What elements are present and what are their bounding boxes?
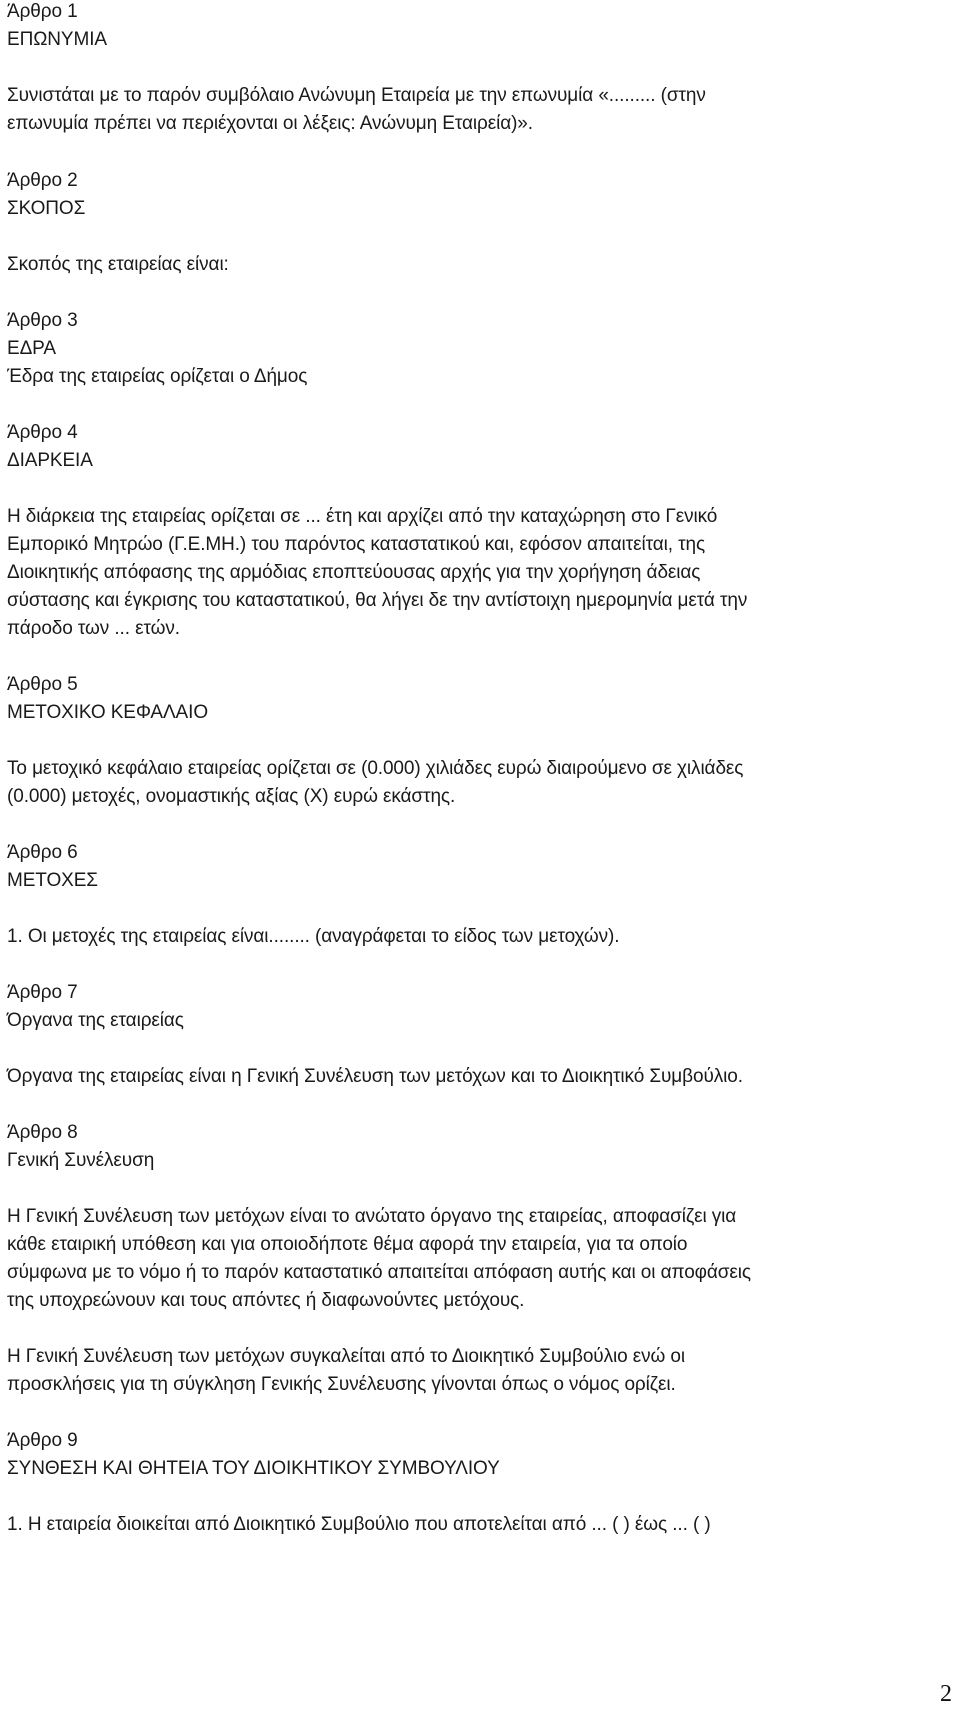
- article-5-title: ΜΕΤΟΧΙΚΟ ΚΕΦΑΛΑΙΟ: [7, 702, 208, 723]
- article-4-text-line: σύστασης και έγκρισης του καταστατικού, θα λήγει δε την αντίστοιχη ημερομηνία μετά την: [7, 590, 748, 611]
- article-3-text-line: Έδρα της εταιρείας ορίζεται ο Δήμος: [7, 366, 308, 387]
- article-8-text-line: προσκλήσεις για τη σύγκληση Γενικής Συνέλευσης γίνονται όπως ο νόμος ορίζει.: [7, 1374, 676, 1395]
- article-8-title: Γενική Συνέλευση: [7, 1150, 155, 1171]
- article-8-text-line: Η Γενική Συνέλευση των μετόχων συγκαλείται από το Διοικητικό Συμβούλιο ενώ οι: [7, 1346, 686, 1367]
- article-8-text-line: κάθε εταιρική υπόθεση και για οποιοδήποτε θέμα αφορά την εταιρεία, για τα οποίο: [7, 1234, 688, 1255]
- article-7-text-line: Όργανα της εταιρείας είναι η Γενική Συνέλευση των μετόχων και το Διοικητικό Συμβούλιο.: [7, 1066, 743, 1087]
- article-6-text-line: 1. Οι μετοχές της εταιρείας είναι........ (αναγράφεται το είδος των μετοχών).: [7, 926, 620, 947]
- article-9-heading: Άρθρο 9: [7, 1430, 78, 1451]
- article-8-text-line: Η Γενική Συνέλευση των μετόχων είναι το ανώτατο όργανο της εταιρείας, αποφασίζει για: [7, 1206, 737, 1227]
- article-1-title: ΕΠΩΝΥΜΙΑ: [7, 29, 107, 50]
- article-1-text-line: επωνυμία πρέπει να περιέχονται οι λέξεις: Ανώνυμη Εταιρεία)».: [7, 113, 533, 134]
- article-5-text-line: (0.000) μετοχές, ονομαστικής αξίας (Χ) ευρώ εκάστης.: [7, 786, 456, 807]
- article-7-heading: Άρθρο 7: [7, 982, 78, 1003]
- article-1-heading: Άρθρο 1: [7, 1, 78, 22]
- article-5-text-line: Το μετοχικό κεφάλαιο εταιρείας ορίζεται σε (0.000) χιλιάδες ευρώ διαιρούμενο σε χιλιάδες: [7, 758, 744, 779]
- article-4-heading: Άρθρο 4: [7, 422, 78, 443]
- article-4-title: ΔΙΑΡΚΕΙΑ: [7, 450, 93, 471]
- article-2-text-line: Σκοπός της εταιρείας είναι:: [7, 254, 229, 275]
- article-2-heading: Άρθρο 2: [7, 170, 78, 191]
- article-4-text-line: πάροδο των ... ετών.: [7, 618, 180, 639]
- article-9-title: ΣΥΝΘΕΣΗ ΚΑΙ ΘΗΤΕΙΑ ΤΟΥ ΔΙΟΙΚΗΤΙΚΟΥ ΣΥΜΒΟΥΛΙΟΥ: [7, 1458, 500, 1479]
- article-8-text-line: σύμφωνα με το νόμο ή το παρόν καταστατικό απαιτείται απόφαση αυτής και οι αποφάσεις: [7, 1262, 751, 1283]
- article-1-text-line: Συνιστάται με το παρόν συμβόλαιο Ανώνυμη Εταιρεία με την επωνυμία «......... (στην: [7, 85, 706, 106]
- article-9-text-line: 1. Η εταιρεία διοικείται από Διοικητικό Συμβούλιο που αποτελείται από ... ( ) έως ... ( ): [7, 1514, 711, 1535]
- article-8-heading: Άρθρο 8: [7, 1122, 78, 1143]
- article-4-text-line: Διοικητικής απόφασης της αρμόδιας εποπτεύουσας αρχής για την χορήγηση άδειας: [7, 562, 701, 583]
- article-4-text-line: Η διάρκεια της εταιρείας ορίζεται σε ... έτη και αρχίζει από την καταχώρηση στο Γενικό: [7, 506, 718, 527]
- article-3-title: ΕΔΡΑ: [7, 338, 56, 359]
- article-3-heading: Άρθρο 3: [7, 310, 78, 331]
- article-2-title: ΣΚΟΠΟΣ: [7, 198, 86, 219]
- article-4-text-line: Εμπορικό Μητρώο (Γ.Ε.ΜΗ.) του παρόντος καταστατικού και, εφόσον απαιτείται, της: [7, 534, 706, 555]
- article-8-text-line: της υποχρεώνουν και τους απόντες ή διαφωνούντες μετόχους.: [7, 1290, 525, 1311]
- article-6-heading: Άρθρο 6: [7, 842, 78, 863]
- article-6-title: ΜΕΤΟΧΕΣ: [7, 870, 98, 891]
- page-number: 2: [940, 1681, 952, 1707]
- article-7-title: Όργανα της εταιρείας: [7, 1010, 184, 1031]
- article-5-heading: Άρθρο 5: [7, 674, 78, 695]
